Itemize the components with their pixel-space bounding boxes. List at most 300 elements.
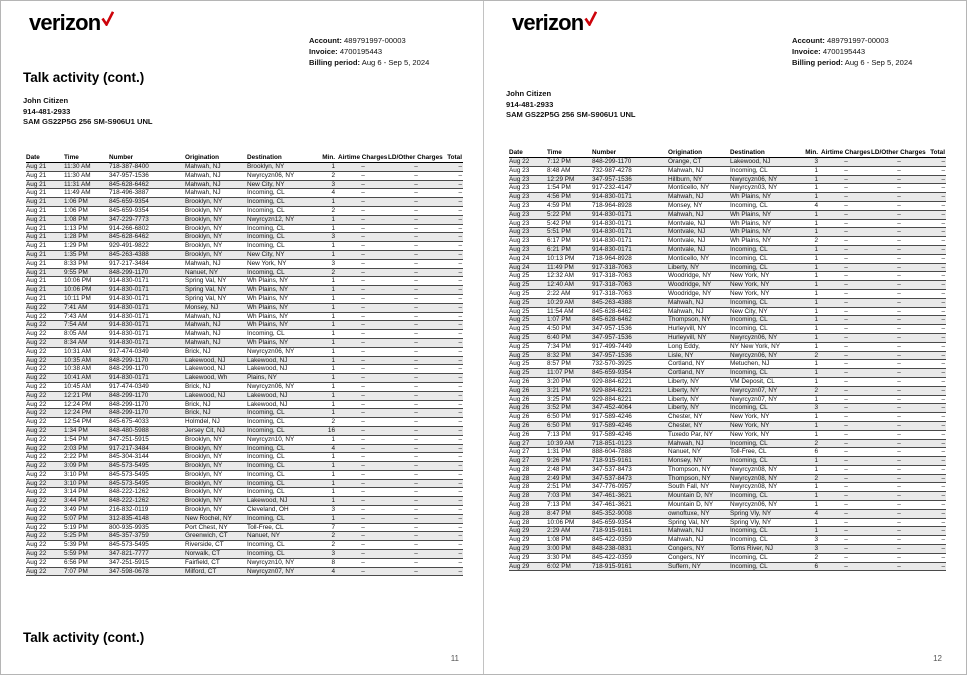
table-cell: Brooklyn, NY: [185, 224, 223, 232]
table-cell: 914-830-0171: [109, 294, 149, 302]
table-cell: –: [361, 189, 365, 197]
table-cell: Incoming, CL: [247, 409, 285, 417]
table-cell: 1: [331, 462, 335, 470]
table-cell: –: [361, 180, 365, 188]
table-cell: 1: [814, 369, 818, 377]
table-cell: –: [458, 391, 462, 399]
table-cell: 12:21 PM: [64, 391, 92, 399]
table-cell: Aug 27: [509, 457, 530, 465]
table-cell: 1: [814, 228, 818, 236]
table-cell: 1: [814, 175, 818, 183]
table-cell: –: [458, 259, 462, 267]
table-cell: Montvale, NJ: [668, 245, 706, 253]
table-cell: –: [941, 263, 945, 271]
table-cell: Nwyrcyzn06, NY: [730, 333, 778, 341]
table-cell: –: [458, 330, 462, 338]
table-cell: Aug 22: [26, 532, 47, 540]
table-cell: Aug 29: [509, 545, 530, 553]
table-cell: –: [844, 254, 848, 262]
table-row: [509, 509, 946, 518]
invoice-line: [309, 46, 429, 57]
table-cell: Aug 28: [509, 492, 530, 500]
table-cell: –: [844, 272, 848, 280]
table-cell: 917-318-7063: [592, 281, 632, 289]
table-cell: 1: [814, 281, 818, 289]
table-cell: –: [844, 316, 848, 324]
table-cell: –: [897, 325, 901, 333]
table-cell: –: [458, 189, 462, 197]
table-cell: Aug 28: [509, 518, 530, 526]
talk-activity-table: [26, 154, 463, 576]
table-cell: –: [414, 532, 418, 540]
table-cell: 1:06 PM: [64, 206, 88, 214]
table-cell: –: [941, 553, 945, 561]
table-cell: –: [361, 330, 365, 338]
table-row: [26, 312, 463, 321]
invoice-line: [792, 46, 912, 57]
invoice-label: Invoice:: [309, 47, 338, 56]
table-cell: Plains, NY: [247, 374, 277, 382]
table-cell: Mahwah, NJ: [668, 307, 704, 315]
table-cell: Riverside, CT: [185, 541, 224, 549]
table-cell: Aug 28: [509, 465, 530, 473]
table-cell: –: [844, 158, 848, 165]
table-cell: Congers, NY: [668, 553, 705, 561]
table-cell: 8:47 PM: [547, 509, 571, 517]
table-cell: 7:41 AM: [64, 303, 88, 311]
table-cell: 2: [331, 171, 335, 179]
table-row: [509, 465, 946, 474]
table-cell: –: [897, 263, 901, 271]
table-cell: Woodridge, NY: [668, 281, 712, 289]
subscriber-block: [23, 96, 153, 128]
table-row: [26, 180, 463, 189]
table-cell: 5:19 PM: [64, 523, 88, 531]
table-cell: –: [941, 272, 945, 280]
table-cell: Tuxedo Par, NY: [668, 430, 713, 438]
table-cell: –: [844, 553, 848, 561]
table-cell: Incoming, CL: [730, 245, 768, 253]
table-cell: –: [361, 523, 365, 531]
table-cell: –: [844, 395, 848, 403]
table-row: [509, 158, 946, 167]
table-cell: Aug 23: [509, 228, 530, 236]
table-cell: Aug 25: [509, 281, 530, 289]
table-cell: 11:49 AM: [64, 189, 91, 197]
table-cell: 845-263-4388: [109, 250, 149, 258]
table-cell: 4: [331, 444, 335, 452]
table-cell: 845-628-6462: [592, 316, 632, 324]
table-row: [26, 391, 463, 400]
table-cell: 914-830-0171: [109, 312, 149, 320]
table-cell: 7:43 AM: [64, 312, 88, 320]
table-cell: 1: [331, 435, 335, 443]
table-row: [26, 303, 463, 312]
table-cell: –: [941, 509, 945, 517]
table-cell: Incoming, CL: [247, 479, 285, 487]
table-cell: Lakewood, NJ: [247, 391, 288, 399]
table-cell: –: [458, 426, 462, 434]
table-cell: Incoming, CL: [730, 492, 768, 500]
col-header-total: Total: [927, 149, 946, 158]
table-cell: 914-830-0171: [109, 277, 149, 285]
table-cell: Mahwah, NJ: [185, 338, 221, 346]
table-cell: Brooklyn, NY: [185, 444, 223, 452]
table-row: [509, 421, 946, 430]
table-cell: 3:10 PM: [64, 479, 88, 487]
table-cell: Mahwah, NJ: [668, 536, 704, 544]
table-cell: Incoming, CL: [730, 325, 768, 333]
table-cell: Aug 22: [26, 321, 47, 329]
table-cell: –: [941, 289, 945, 297]
table-row: [509, 518, 946, 527]
table-cell: Hurleyvill, NY: [668, 325, 707, 333]
table-cell: South Fall, NY: [668, 483, 710, 491]
subscriber-device: SAM GS22P5G 256 SM-S906U1 UNL: [23, 117, 153, 126]
table-cell: –: [414, 338, 418, 346]
table-cell: Toll-Free, CL: [730, 448, 767, 456]
table-cell: 7:12 PM: [547, 158, 571, 165]
table-cell: Aug 22: [26, 312, 47, 320]
table-cell: –: [361, 206, 365, 214]
table-cell: Aug 27: [509, 439, 530, 447]
table-cell: –: [361, 382, 365, 390]
table-cell: Incoming, CL: [247, 418, 285, 426]
table-cell: 4:59 PM: [547, 201, 571, 209]
table-cell: Mahwah, NJ: [185, 321, 221, 329]
table-cell: 3:49 PM: [64, 506, 88, 514]
table-cell: 929-884-6221: [592, 377, 632, 385]
table-cell: Aug 23: [509, 201, 530, 209]
table-cell: Brooklyn, NY: [185, 479, 223, 487]
table-cell: 917-474-0349: [109, 382, 149, 390]
table-cell: 845-263-4388: [592, 298, 632, 306]
col-header-airtime-charges: Airtime Charges: [338, 154, 388, 161]
table-cell: –: [844, 289, 848, 297]
table-cell: Nwyrcyzn06, NY: [247, 347, 295, 355]
table-cell: 3:21 PM: [547, 386, 571, 394]
table-cell: –: [897, 201, 901, 209]
table-cell: Wh Plains, NY: [730, 219, 772, 227]
table-row: [509, 228, 946, 237]
table-cell: –: [414, 382, 418, 390]
table-cell: –: [941, 369, 945, 377]
table-cell: Nwyrcyzn07, NY: [247, 567, 295, 575]
table-row: [509, 474, 946, 483]
account-value: 489791997-00003: [344, 36, 406, 45]
table-cell: Liberty, NY: [668, 263, 700, 271]
table-cell: Aug 22: [26, 435, 47, 443]
table-cell: –: [414, 470, 418, 478]
table-cell: –: [897, 219, 901, 227]
table-cell: –: [414, 347, 418, 355]
table-cell: 845-352-9008: [592, 509, 632, 517]
table-cell: ownoftuxe, NY: [668, 509, 710, 517]
table-cell: –: [941, 448, 945, 456]
table-row: [26, 250, 463, 259]
table-cell: 12:40 AM: [547, 281, 575, 289]
col-header-origination: Origination: [185, 154, 247, 163]
table-cell: Aug 21: [26, 171, 47, 179]
table-cell: Wh Plains, NY: [247, 321, 289, 329]
table-cell: –: [941, 545, 945, 553]
table-cell: Aug 22: [26, 558, 47, 566]
table-cell: Incoming, CL: [247, 198, 285, 206]
table-cell: 5:42 PM: [547, 219, 571, 227]
table-cell: 1:08 PM: [64, 215, 88, 223]
table-cell: 347-537-8473: [592, 465, 632, 473]
table-cell: Lakewood, NJ: [185, 356, 226, 364]
table-cell: –: [458, 374, 462, 382]
table-cell: –: [458, 250, 462, 258]
table-cell: –: [458, 453, 462, 461]
table-cell: –: [897, 518, 901, 526]
table-cell: 1: [331, 409, 335, 417]
table-cell: 5:07 PM: [64, 514, 88, 522]
table-cell: 1: [814, 272, 818, 280]
table-cell: Monticello, NY: [668, 254, 710, 262]
table-cell: 845-659-9354: [109, 206, 149, 214]
table-row: [509, 430, 946, 439]
table-row: [26, 541, 463, 550]
table-cell: 4: [331, 189, 335, 197]
table-cell: –: [414, 497, 418, 505]
table-cell: 8: [331, 558, 335, 566]
table-cell: Spring Val, NY: [185, 277, 227, 285]
table-cell: 845-422-0359: [592, 553, 632, 561]
table-cell: –: [897, 377, 901, 385]
table-cell: –: [844, 430, 848, 438]
table-cell: 1:34 PM: [64, 426, 88, 434]
table-cell: –: [897, 298, 901, 306]
table-cell: –: [414, 268, 418, 276]
table-cell: Monsey, NJ: [185, 303, 219, 311]
table-row: [26, 558, 463, 567]
table-cell: 3: [331, 550, 335, 558]
table-cell: –: [844, 342, 848, 350]
table-cell: –: [897, 237, 901, 245]
table-cell: 917-232-4147: [592, 184, 632, 192]
table-cell: –: [844, 536, 848, 544]
table-cell: –: [361, 532, 365, 540]
table-cell: 1: [814, 518, 818, 526]
table-cell: –: [844, 307, 848, 315]
table-cell: 848-222-1262: [109, 497, 149, 505]
col-header-ld-other-charges: LD/Other Charges: [388, 154, 443, 161]
table-cell: –: [844, 413, 848, 421]
table-cell: –: [414, 356, 418, 364]
verizon-logo: [29, 11, 114, 35]
table-cell: Aug 26: [509, 421, 530, 429]
table-cell: –: [897, 245, 901, 253]
table-row: [26, 215, 463, 224]
table-row: [26, 206, 463, 215]
table-cell: Aug 22: [26, 514, 47, 522]
table-cell: 1: [331, 224, 335, 232]
table-cell: 2: [814, 386, 818, 394]
table-cell: –: [844, 166, 848, 174]
table-row: [26, 497, 463, 506]
table-cell: 1: [331, 321, 335, 329]
table-cell: Lakewood, NJ: [730, 158, 771, 165]
table-cell: Nanuet, NY: [247, 532, 281, 540]
table-cell: –: [458, 567, 462, 575]
table-cell: –: [414, 180, 418, 188]
table-cell: Cleveland, OH: [247, 506, 289, 514]
table-cell: 6: [814, 448, 818, 456]
table-row: [509, 395, 946, 404]
table-cell: 1: [814, 501, 818, 509]
table-cell: Lakewood, NJ: [185, 391, 226, 399]
table-cell: –: [844, 421, 848, 429]
table-cell: –: [361, 356, 365, 364]
table-cell: 1: [331, 277, 335, 285]
table-cell: 848-299-1170: [109, 400, 149, 408]
table-row: [26, 163, 463, 172]
table-cell: –: [941, 360, 945, 368]
table-cell: 2:29 AM: [547, 527, 571, 535]
table-cell: –: [941, 527, 945, 535]
table-cell: –: [361, 303, 365, 311]
table-cell: 12:32 AM: [547, 272, 575, 280]
table-cell: –: [897, 562, 901, 570]
table-cell: 1: [331, 303, 335, 311]
table-cell: 3:25 PM: [547, 395, 571, 403]
table-cell: –: [941, 421, 945, 429]
table-cell: –: [361, 444, 365, 452]
table-cell: New York, NY: [730, 272, 770, 280]
table-cell: Brooklyn, NY: [185, 488, 223, 496]
table-row: [26, 409, 463, 418]
table-row: [26, 506, 463, 515]
table-cell: Incoming, CL: [247, 550, 285, 558]
table-cell: Aug 29: [509, 536, 530, 544]
table-cell: Montvale, NJ: [668, 219, 706, 227]
table-cell: Spring Val, NY: [668, 518, 710, 526]
table-cell: Aug 21: [26, 259, 47, 267]
table-cell: 2: [814, 553, 818, 561]
table-cell: –: [458, 382, 462, 390]
table-cell: Incoming, CL: [730, 553, 768, 561]
table-cell: Aug 22: [26, 409, 47, 417]
table-cell: 1: [331, 347, 335, 355]
table-cell: Incoming, CL: [247, 233, 285, 241]
table-cell: Aug 25: [509, 307, 530, 315]
talk-activity-heading: Talk activity (cont.): [23, 70, 145, 85]
table-cell: 845-357-3759: [109, 532, 149, 540]
table-cell: –: [844, 298, 848, 306]
table-cell: –: [414, 374, 418, 382]
table-cell: Aug 25: [509, 316, 530, 324]
table-cell: –: [361, 338, 365, 346]
table-row: [509, 457, 946, 466]
table-cell: 3:30 PM: [547, 553, 571, 561]
table-cell: –: [941, 228, 945, 236]
table-cell: –: [361, 312, 365, 320]
account-value: 489791997-00003: [827, 36, 889, 45]
table-cell: Mountain D, NY: [668, 492, 714, 500]
table-cell: –: [941, 158, 945, 165]
table-row: [509, 333, 946, 342]
table-row: [26, 233, 463, 242]
table-row: [26, 347, 463, 356]
table-cell: Suffern, NY: [668, 562, 701, 570]
table-cell: Aug 21: [26, 180, 47, 188]
subscriber-block: [506, 89, 636, 121]
table-cell: 2: [331, 418, 335, 426]
table-cell: 4: [814, 509, 818, 517]
table-cell: –: [361, 259, 365, 267]
table-cell: –: [361, 409, 365, 417]
table-cell: 718-964-8928: [592, 254, 632, 262]
table-cell: Brick, NJ: [185, 382, 211, 390]
table-cell: Aug 21: [26, 286, 47, 294]
table-cell: –: [941, 351, 945, 359]
table-cell: 3: [814, 404, 818, 412]
table-row: [26, 198, 463, 207]
table-cell: 8:34 AM: [64, 338, 88, 346]
table-cell: Congers, NY: [668, 545, 705, 553]
table-cell: 718-964-8928: [592, 201, 632, 209]
table-cell: 1:06 PM: [64, 198, 88, 206]
table-cell: Brick, NJ: [185, 347, 211, 355]
table-cell: –: [941, 342, 945, 350]
table-cell: 3:20 PM: [547, 377, 571, 385]
table-row: [509, 272, 946, 281]
table-cell: Orange, CT: [668, 158, 702, 165]
table-cell: –: [941, 386, 945, 394]
table-cell: 917-474-0349: [109, 347, 149, 355]
table-cell: 848-299-1170: [109, 391, 149, 399]
table-cell: 718-496-3887: [109, 189, 149, 197]
table-cell: –: [361, 250, 365, 258]
table-row: [26, 523, 463, 532]
table-cell: 1: [814, 527, 818, 535]
table-cell: Wh Plains, NY: [247, 294, 289, 302]
table-cell: 718-851-0123: [592, 439, 632, 447]
table-cell: 845-675-4033: [109, 418, 149, 426]
table-header-row: [26, 154, 463, 163]
table-cell: –: [844, 448, 848, 456]
table-cell: Aug 22: [26, 488, 47, 496]
table-cell: 845-628-6462: [109, 180, 149, 188]
billing-period-label: Billing period:: [792, 58, 844, 67]
table-cell: Incoming, CL: [730, 536, 768, 544]
table-cell: Aug 27: [509, 448, 530, 456]
table-cell: 347-229-7773: [109, 215, 149, 223]
table-cell: –: [897, 545, 901, 553]
table-cell: –: [361, 497, 365, 505]
table-cell: Liberty, NY: [668, 404, 700, 412]
table-row: [26, 224, 463, 233]
table-cell: –: [361, 462, 365, 470]
table-cell: –: [414, 365, 418, 373]
table-cell: –: [941, 465, 945, 473]
table-row: [26, 444, 463, 453]
table-cell: Mahwah, NJ: [185, 180, 221, 188]
table-cell: 848-299-1170: [109, 409, 149, 417]
table-cell: Monsey, NY: [668, 457, 703, 465]
table-cell: Aug 23: [509, 210, 530, 218]
table-cell: 10:11 PM: [64, 294, 91, 302]
table-cell: 914-830-0171: [109, 338, 149, 346]
table-cell: 1: [331, 488, 335, 496]
table-cell: –: [844, 439, 848, 447]
table-cell: –: [414, 321, 418, 329]
table-cell: –: [844, 351, 848, 359]
table-row: [26, 514, 463, 523]
table-cell: 2: [331, 532, 335, 540]
